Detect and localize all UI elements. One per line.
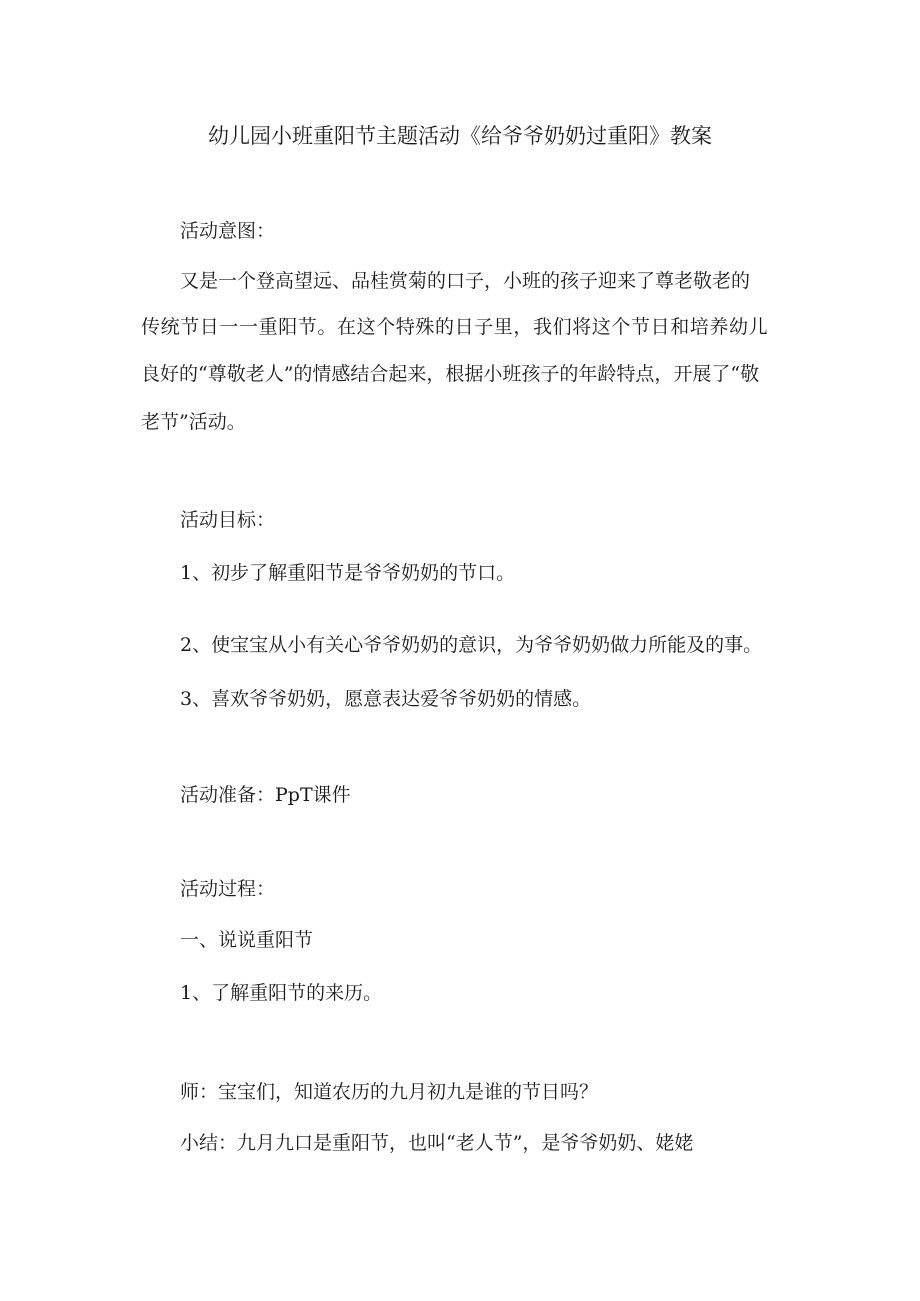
- goal-item: 2、使宝宝从小有关心爷爷奶奶的意识，为爷爷奶奶做力所能及的事。: [180, 634, 763, 656]
- paragraph-line: 良好的“尊敬老人”的情感结合起来，根据小班孩子的年龄特点，开展了“敬: [141, 363, 760, 385]
- paragraph-line: 传统节日一一重阳节。在这个特殊的日子里，我们将这个节日和培养幼儿: [141, 316, 769, 338]
- section-heading-intent: 活动意图：: [180, 220, 276, 242]
- paragraph-line: 又是一个登高望远、品桂赏菊的口子，小班的孩子迎来了尊老敬老的: [180, 270, 751, 292]
- section-heading-goals: 活动目标：: [180, 509, 276, 531]
- summary-line: 小结：九月九口是重阳节，也叫“老人节”，是爷爷奶奶、姥姥: [180, 1132, 694, 1154]
- section-heading-process: 活动过程：: [180, 878, 276, 900]
- teacher-line: 师：宝宝们，知道农历的九月初九是谁的节日吗？: [180, 1081, 599, 1103]
- document-title: 幼儿园小班重阳节主题活动《给爷爷奶奶过重阳》教案: [208, 124, 712, 148]
- step-item: 1、了解重阳节的来历。: [180, 982, 383, 1004]
- goal-item: 1、初步了解重阳节是爷爷奶奶的节口。: [180, 562, 516, 584]
- subsection-heading: 一、说说重阳节: [180, 929, 314, 951]
- goal-item: 3、喜欢爷爷奶奶，愿意表达爱爷爷奶奶的情感。: [180, 688, 592, 710]
- paragraph-line: 老节”活动。: [141, 411, 246, 433]
- section-heading-preparation: 活动准备：PpT课件: [180, 784, 351, 806]
